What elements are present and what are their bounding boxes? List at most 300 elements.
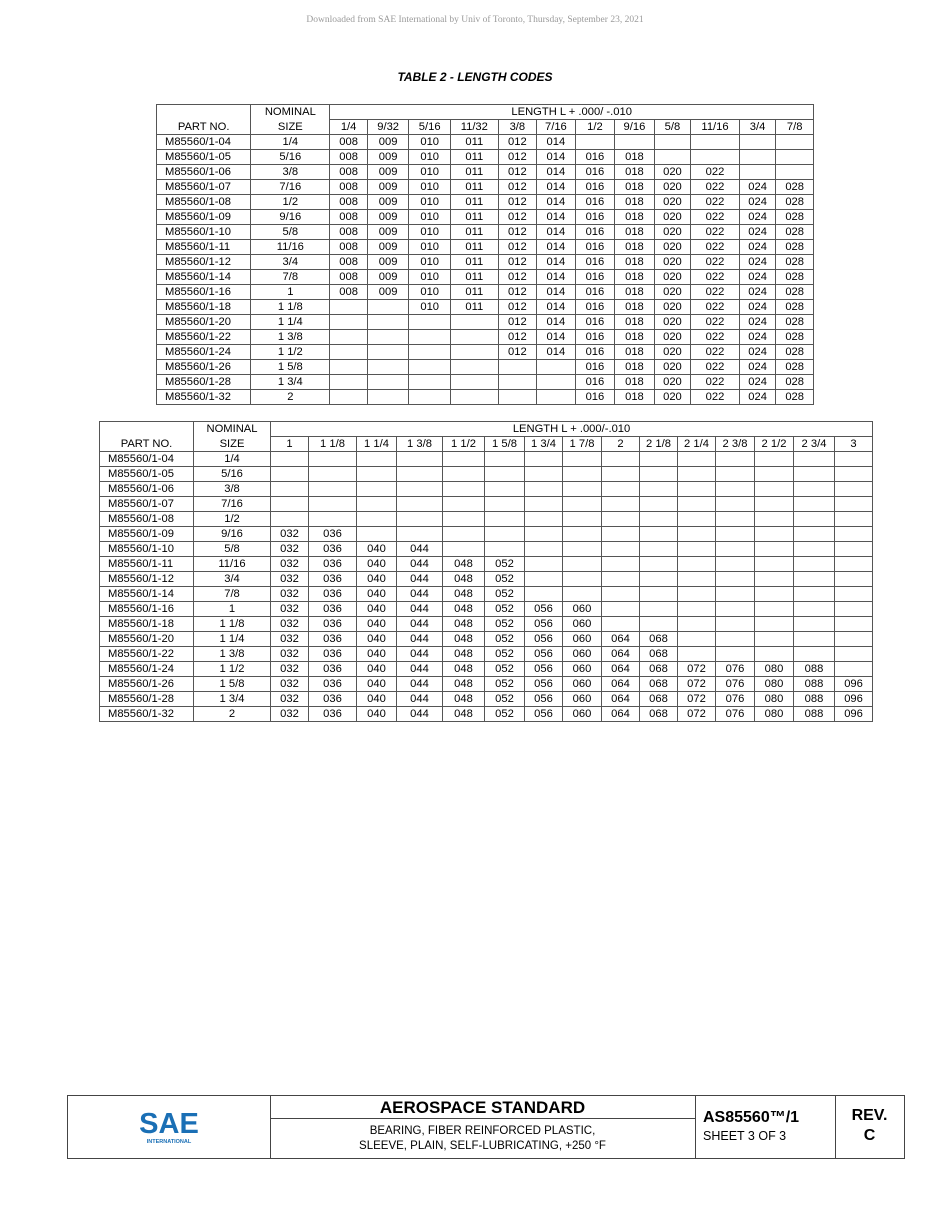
length-code-cell [271,497,309,512]
length-code-cell: 022 [691,210,740,225]
length-code-cell [835,512,873,527]
part-number-cell: M85560/1-14 [157,270,251,285]
length-code-cell: 096 [835,692,873,707]
length-code-cell: 060 [563,662,602,677]
length-code-cell: 020 [654,345,690,360]
nominal-size-cell: 5/16 [194,467,271,482]
length-code-cell: 040 [357,542,397,557]
title-block [67,1095,905,1159]
length-code-cell [678,587,716,602]
length-code-cell: 020 [654,225,690,240]
length-code-cell: 032 [271,647,309,662]
length-code-cell: 010 [409,300,451,315]
length-code-cell [498,390,537,405]
part-number-cell: M85560/1-05 [100,467,194,482]
length-code-cell: 008 [330,180,368,195]
length-code-cell [640,557,678,572]
length-code-cell: 009 [367,195,409,210]
length-code-cell: 060 [563,677,602,692]
length-code-cell: 048 [443,677,485,692]
column-header-length: 3/8 [498,120,537,135]
header-cell-blank [157,105,251,120]
length-code-cell [330,375,368,390]
nominal-size-cell: 1 3/8 [251,330,330,345]
sheet-number: SHEET 3 OF 3 [703,1129,787,1143]
length-code-cell: 056 [525,602,563,617]
revision-label: REV. [851,1107,888,1124]
length-code-cell: 020 [654,360,690,375]
length-code-cell: 010 [409,195,451,210]
nominal-size-cell: 1 1/2 [251,345,330,360]
length-code-cell [716,617,755,632]
length-code-cell: 022 [691,330,740,345]
length-code-cell [409,375,451,390]
column-header-length: 5/8 [654,120,690,135]
length-code-cell: 016 [575,285,615,300]
length-code-cell [640,527,678,542]
nominal-size-cell: 3/4 [194,572,271,587]
length-code-cell [563,527,602,542]
document-number-block [695,1096,836,1158]
length-code-cell [716,602,755,617]
length-code-cell [450,375,498,390]
nominal-size-cell: 5/8 [194,542,271,557]
length-code-cell: 032 [271,692,309,707]
table-row [100,512,873,527]
length-code-cell: 012 [498,210,537,225]
length-code-cell: 018 [615,195,655,210]
length-code-cell: 028 [776,240,814,255]
length-code-cell: 028 [776,315,814,330]
table-row [157,210,814,225]
length-code-cell: 018 [615,285,655,300]
length-code-cell: 011 [450,270,498,285]
length-code-cell [755,632,794,647]
length-code-cell: 018 [615,300,655,315]
length-code-cell: 022 [691,180,740,195]
length-code-cell: 024 [739,255,775,270]
length-code-cell: 014 [537,195,576,210]
length-code-cell [602,542,640,557]
length-code-cell [602,467,640,482]
length-code-cell: 010 [409,225,451,240]
length-code-cell: 032 [271,527,309,542]
length-code-cell [409,330,451,345]
length-code-cell [443,542,485,557]
length-code-cell: 014 [537,255,576,270]
length-code-cell: 008 [330,210,368,225]
length-code-cell [835,497,873,512]
document-number: AS85560™/1 [703,1109,800,1126]
length-code-cell: 024 [739,195,775,210]
length-code-cell: 028 [776,330,814,345]
length-code-cell: 052 [485,557,525,572]
length-code-cell: 016 [575,300,615,315]
length-code-cell: 036 [309,677,357,692]
length-code-cell [835,587,873,602]
length-code-cell: 024 [739,180,775,195]
length-code-cell [563,452,602,467]
length-code-cell: 009 [367,225,409,240]
length-code-cell [563,542,602,557]
part-number-cell: M85560/1-06 [157,165,251,180]
length-code-cell: 012 [498,240,537,255]
length-code-cell [397,512,443,527]
length-code-cell: 032 [271,662,309,677]
length-code-cell: 056 [525,662,563,677]
length-code-cell: 010 [409,255,451,270]
length-code-cell: 024 [739,240,775,255]
length-code-cell: 014 [537,270,576,285]
length-code-cell [563,572,602,587]
length-code-cell [485,497,525,512]
length-code-cell: 009 [367,285,409,300]
length-code-cell: 024 [739,315,775,330]
length-code-cell [640,467,678,482]
length-code-cell [776,135,814,150]
nominal-size-cell: 1 5/8 [194,677,271,692]
part-number-cell: M85560/1-11 [100,557,194,572]
length-code-cell [602,572,640,587]
length-code-cell [485,452,525,467]
length-codes-table-1 [156,104,814,405]
length-code-cell: 032 [271,542,309,557]
length-code-cell: 028 [776,345,814,360]
table-row [157,150,814,165]
length-code-cell: 024 [739,270,775,285]
length-code-cell [485,542,525,557]
table-row [100,542,873,557]
length-code-cell: 008 [330,135,368,150]
length-code-cell: 048 [443,632,485,647]
column-header-length: 2 1/4 [678,437,716,452]
length-code-cell: 010 [409,135,451,150]
length-code-cell: 072 [678,707,716,722]
column-header-length: 5/16 [409,120,451,135]
length-code-cell: 056 [525,617,563,632]
length-code-cell [397,452,443,467]
table-row [157,345,814,360]
length-code-cell: 056 [525,647,563,662]
length-code-cell [450,345,498,360]
nominal-size-cell: 1/4 [251,135,330,150]
nominal-size-cell: 1 [251,285,330,300]
part-number-cell: M85560/1-32 [100,707,194,722]
length-code-cell: 020 [654,315,690,330]
length-code-cell [794,512,835,527]
length-code-cell: 016 [575,195,615,210]
length-code-cell [794,497,835,512]
length-code-cell [602,482,640,497]
nominal-size-cell: 3/8 [251,165,330,180]
part-number-cell: M85560/1-07 [100,497,194,512]
nominal-size-cell: 5/8 [251,225,330,240]
length-code-cell: 024 [739,210,775,225]
length-code-cell [367,390,409,405]
length-code-cell: 018 [615,330,655,345]
table-row [157,375,814,390]
length-code-cell: 028 [776,375,814,390]
part-number-cell: M85560/1-12 [157,255,251,270]
length-code-cell: 060 [563,692,602,707]
length-code-cell: 008 [330,195,368,210]
nominal-size-cell: 1 [194,602,271,617]
length-code-cell: 052 [485,587,525,602]
length-code-cell: 056 [525,677,563,692]
length-code-cell [563,467,602,482]
length-code-cell: 044 [397,632,443,647]
nominal-size-cell: 7/8 [194,587,271,602]
length-code-cell: 016 [575,360,615,375]
length-code-cell [716,527,755,542]
length-code-cell: 044 [397,572,443,587]
length-code-cell [330,300,368,315]
length-code-cell: 020 [654,285,690,300]
length-code-cell: 088 [794,677,835,692]
table-title: TABLE 2 - LENGTH CODES [397,70,553,84]
length-code-cell: 076 [716,662,755,677]
length-code-cell: 028 [776,180,814,195]
table-row [100,677,873,692]
column-header-length: 3 [835,437,873,452]
length-code-cell [835,482,873,497]
nominal-size-cell: 7/8 [251,270,330,285]
length-code-cell [357,452,397,467]
length-code-cell: 044 [397,677,443,692]
column-header-length: 1/4 [330,120,368,135]
length-code-cell: 011 [450,135,498,150]
length-code-cell [794,542,835,557]
length-code-cell [409,390,451,405]
part-number-cell: M85560/1-26 [100,677,194,692]
length-code-cell [602,557,640,572]
header-nominal: NOMINAL [194,422,271,437]
length-code-cell: 008 [330,240,368,255]
length-code-cell: 022 [691,270,740,285]
length-code-cell: 014 [537,150,576,165]
length-code-cell [794,647,835,662]
length-code-cell [602,512,640,527]
length-code-cell [835,572,873,587]
length-code-cell: 036 [309,542,357,557]
column-header-length: 1 [271,437,309,452]
table-row [100,632,873,647]
length-code-cell [835,467,873,482]
header-length: LENGTH L + .000/ -.010 [330,105,814,120]
length-code-cell: 012 [498,255,537,270]
table-row [157,225,814,240]
table-row [157,135,814,150]
column-header-length: 1/2 [575,120,615,135]
length-code-cell [525,497,563,512]
length-code-cell [716,542,755,557]
length-code-cell: 011 [450,150,498,165]
header-nominal: NOMINAL [251,105,330,120]
length-code-cell: 014 [537,315,576,330]
part-number-cell: M85560/1-18 [157,300,251,315]
table-row [100,572,873,587]
length-code-cell: 011 [450,240,498,255]
length-code-cell [794,602,835,617]
length-code-cell: 052 [485,662,525,677]
length-code-cell: 020 [654,210,690,225]
length-code-cell [794,632,835,647]
nominal-size-cell: 1 5/8 [251,360,330,375]
length-code-cell [654,150,690,165]
table-row [157,360,814,375]
length-code-cell [309,512,357,527]
length-code-cell [755,542,794,557]
part-number-cell: M85560/1-09 [100,527,194,542]
length-code-cell: 052 [485,602,525,617]
length-code-cell: 032 [271,557,309,572]
length-code-cell [716,452,755,467]
nominal-size-cell: 2 [251,390,330,405]
length-code-cell: 052 [485,707,525,722]
length-code-cell: 010 [409,270,451,285]
length-code-cell [525,512,563,527]
table-row [157,270,814,285]
length-code-cell [367,375,409,390]
length-code-cell [640,602,678,617]
part-number-cell: M85560/1-10 [100,542,194,557]
length-code-cell [755,557,794,572]
length-code-cell: 096 [835,707,873,722]
length-code-cell: 040 [357,707,397,722]
length-code-cell: 080 [755,662,794,677]
length-code-cell: 024 [739,225,775,240]
nominal-size-cell: 9/16 [194,527,271,542]
table-row [100,707,873,722]
length-code-cell: 012 [498,285,537,300]
length-code-cell: 076 [716,692,755,707]
part-number-cell: M85560/1-24 [157,345,251,360]
length-code-cell: 052 [485,647,525,662]
length-code-cell: 036 [309,662,357,677]
length-code-cell: 048 [443,602,485,617]
nominal-size-cell: 9/16 [251,210,330,225]
length-code-cell: 028 [776,195,814,210]
length-code-cell [367,360,409,375]
length-code-cell: 012 [498,225,537,240]
length-code-cell: 018 [615,360,655,375]
length-code-cell: 024 [739,285,775,300]
length-code-cell [450,330,498,345]
length-code-cell: 076 [716,707,755,722]
length-code-cell [739,165,775,180]
length-code-cell: 010 [409,285,451,300]
length-code-cell [835,662,873,677]
length-code-cell: 028 [776,300,814,315]
length-code-cell: 064 [602,662,640,677]
length-code-cell [397,527,443,542]
length-code-cell: 010 [409,150,451,165]
length-code-cell [794,467,835,482]
length-code-cell: 009 [367,270,409,285]
length-code-cell [602,527,640,542]
length-code-cell [525,527,563,542]
length-code-cell: 040 [357,632,397,647]
length-code-cell [794,527,835,542]
length-code-cell [640,482,678,497]
length-code-cell: 048 [443,707,485,722]
length-code-cell: 011 [450,255,498,270]
part-number-cell: M85560/1-22 [100,647,194,662]
length-code-cell: 036 [309,707,357,722]
length-code-cell: 011 [450,225,498,240]
part-number-cell: M85560/1-24 [100,662,194,677]
length-code-cell: 056 [525,632,563,647]
length-code-cell: 068 [640,692,678,707]
length-code-cell: 024 [739,360,775,375]
table-subheader-row [157,120,814,135]
length-code-cell [485,482,525,497]
length-code-cell: 018 [615,210,655,225]
length-code-cell: 014 [537,240,576,255]
length-code-cell: 032 [271,602,309,617]
part-number-cell: M85560/1-32 [157,390,251,405]
length-code-cell: 008 [330,285,368,300]
part-number-cell: M85560/1-20 [157,315,251,330]
length-code-cell: 040 [357,572,397,587]
length-code-cell [397,482,443,497]
logo-text: SAE [139,1108,199,1140]
length-code-cell [794,617,835,632]
length-code-cell [357,467,397,482]
length-code-cell [678,452,716,467]
length-code-cell [755,617,794,632]
part-number-cell: M85560/1-04 [157,135,251,150]
table-row [100,647,873,662]
length-code-cell: 040 [357,647,397,662]
table-row [100,497,873,512]
length-code-cell: 020 [654,300,690,315]
part-number-cell: M85560/1-28 [157,375,251,390]
length-code-cell: 014 [537,345,576,360]
column-header-length: 9/16 [615,120,655,135]
length-code-cell: 012 [498,345,537,360]
length-code-cell [525,587,563,602]
nominal-size-cell: 1 3/4 [251,375,330,390]
length-code-cell: 064 [602,677,640,692]
length-code-cell [602,617,640,632]
length-code-cell [678,602,716,617]
length-code-cell: 014 [537,210,576,225]
length-code-cell: 044 [397,647,443,662]
length-code-cell: 088 [794,707,835,722]
length-code-cell: 016 [575,240,615,255]
length-code-cell: 064 [602,707,640,722]
length-code-cell: 012 [498,180,537,195]
length-code-cell: 010 [409,180,451,195]
length-code-cell: 036 [309,587,357,602]
part-number-cell: M85560/1-16 [100,602,194,617]
table-row [157,300,814,315]
length-code-cell: 014 [537,300,576,315]
length-code-cell [678,527,716,542]
length-code-cell: 009 [367,180,409,195]
length-code-cell [716,557,755,572]
length-code-cell [835,452,873,467]
part-number-cell: M85560/1-04 [100,452,194,467]
length-code-cell [602,452,640,467]
length-code-cell [678,572,716,587]
length-code-cell [330,390,368,405]
length-code-cell: 044 [397,602,443,617]
length-code-cell: 028 [776,255,814,270]
length-code-cell [678,647,716,662]
length-code-cell [755,587,794,602]
